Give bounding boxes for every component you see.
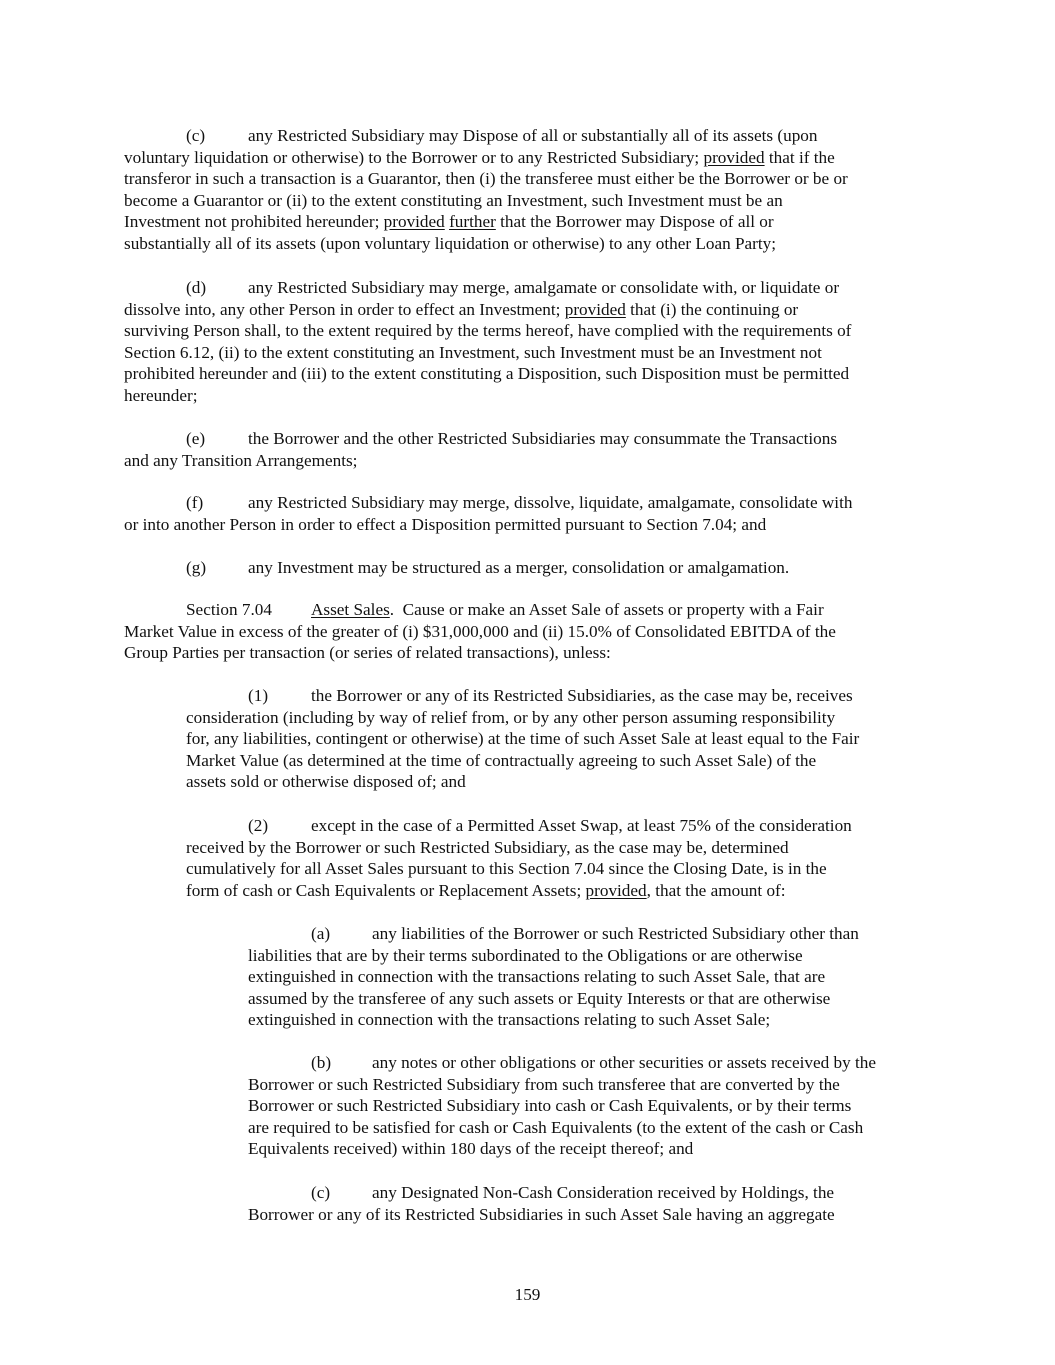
- text-line: [186, 557, 790, 579]
- text-line: [186, 858, 827, 880]
- text-run: . Cause or make an Asset Sale of assets or property with a Fair: [389, 600, 824, 619]
- text-run: extinguished in connection with the transactions relating to such Asset Sale, that are: [248, 967, 826, 987]
- text-run: assumed by the transferee of any such assets or Equity Interests or that are otherwise: [248, 988, 831, 1008]
- text-run: Borrower or any of its Restricted Subsidiaries in such Asset Sale having an aggregate: [248, 1204, 835, 1224]
- text-line: [186, 277, 840, 299]
- text-line: [248, 685, 853, 707]
- text-run: Borrower or such Restricted Subsidiary from such transferee that are converted by the: [248, 1074, 840, 1094]
- text-line: [124, 450, 357, 472]
- text-run: , that the amount of:: [646, 880, 786, 900]
- text-line: [248, 1138, 693, 1160]
- clause-label: (d): [186, 278, 207, 297]
- text-line: [124, 168, 848, 190]
- text-run: hereunder;: [124, 386, 198, 405]
- clause-text: [248, 492, 852, 514]
- clause-label: (a): [311, 924, 331, 943]
- text-line: [248, 1204, 835, 1226]
- clause-text: [311, 685, 853, 707]
- clause-text: [372, 923, 859, 945]
- text-run: consideration (including by way of relief from, or by any other person assuming responsibility: [186, 707, 836, 727]
- text-line: [186, 492, 853, 514]
- text-line: [124, 385, 197, 407]
- clause-label: Section 7.04: [186, 600, 272, 619]
- text-run: that (i) the continuing or: [625, 299, 799, 319]
- text-run: prohibited hereunder and (iii) to the extent constituting a Disposition, such Disposition must be permitted: [124, 364, 850, 384]
- text-line: [311, 1182, 835, 1204]
- text-run: Group Parties per transaction (or series of related transactions), unless:: [124, 643, 611, 663]
- clause-text: [248, 125, 818, 147]
- text-line: [186, 428, 838, 450]
- clause-label: (e): [186, 429, 206, 448]
- text-run: any Designated Non-Cash Consideration received by Holdings, the: [372, 1183, 835, 1202]
- text-run: Market Value in excess of the greater of (i) $31,000,000 and (ii) 15.0% of Consolidated EBITDA of the: [124, 621, 836, 641]
- text-run: extinguished in connection with the transactions relating to such Asset Sale;: [248, 1010, 771, 1030]
- text-run: become a Guarantor or (ii) to the extent constituting an Investment, such Investment must be an: [124, 190, 783, 210]
- text-run: that the Borrower may Dispose of all or: [495, 212, 774, 232]
- clause-label: (1): [248, 686, 269, 705]
- text-line: [124, 363, 849, 385]
- text-run: voluntary liquidation or otherwise) to the Borrower or to any Restricted Subsidiary;: [124, 147, 704, 167]
- text-run: any Investment may be structured as a merger, consolidation or amalgamation.: [248, 558, 790, 577]
- text-line: [186, 599, 824, 621]
- text-run: Investment not prohibited hereunder;: [124, 212, 384, 232]
- clause-label: (c): [311, 1183, 331, 1202]
- text-line: [124, 642, 611, 664]
- text-line: [124, 233, 776, 255]
- clause-text: [311, 815, 852, 837]
- text-line: [186, 125, 818, 147]
- clause-label: (g): [186, 558, 207, 577]
- underlined-term: Asset Sales: [311, 600, 390, 619]
- text-line: [248, 988, 830, 1010]
- text-run: Market Value (as determined at the time of contractually agreeing to such Asset Sale) of the: [186, 750, 817, 770]
- text-line: [186, 771, 466, 793]
- text-run: transferor in such a transaction is a Guarantor, then (i) the transferee must either be the Borrower or be or: [124, 169, 848, 189]
- text-line: [186, 750, 816, 772]
- text-run: the Borrower or any of its Restricted Subsidiaries, as the case may be, receives: [311, 686, 853, 705]
- underlined-term: provided: [383, 212, 445, 232]
- text-run: any liabilities of the Borrower or such Restricted Subsidiary other than: [372, 924, 859, 943]
- text-run: surviving Person shall, to the extent required by the terms hereof, have complied with the requirements of: [124, 321, 852, 341]
- text-run: substantially all of its assets (upon voluntary liquidation or otherwise) to any other Loan Party;: [124, 234, 777, 253]
- text-line: [124, 320, 851, 342]
- text-run: Equivalents received) within 180 days of the receipt thereof; and: [248, 1139, 694, 1159]
- text-line: [248, 815, 852, 837]
- clause-text: [311, 599, 824, 621]
- text-line: [124, 621, 836, 643]
- text-run: any Restricted Subsidiary may merge, dissolve, liquidate, amalgamate, consolidate with: [248, 493, 853, 512]
- text-line: [248, 1117, 863, 1139]
- text-run: are required to be satisfied for cash or Cash Equivalents (to the extent of the cash or Cash: [248, 1117, 864, 1137]
- clause-label: (b): [311, 1053, 332, 1072]
- text-line: [186, 728, 859, 750]
- text-run: liabilities that are by their terms subordinated to the Obligations or are otherwise: [248, 945, 803, 965]
- text-run: except in the case of a Permitted Asset Swap, at least 75% of the consideration: [311, 816, 852, 835]
- clause-text: [248, 557, 789, 579]
- text-run: form of cash or Cash Equivalents or Replacement Assets;: [186, 880, 586, 900]
- underlined-term: provided: [703, 147, 765, 167]
- text-line: [248, 945, 803, 967]
- clause-label: (f): [186, 493, 204, 512]
- text-run: any notes or other obligations or other securities or assets received by the: [372, 1053, 877, 1072]
- clause-text: [248, 277, 839, 299]
- text-line: [124, 211, 774, 233]
- clause-label: (c): [186, 126, 206, 145]
- text-run: that if the: [764, 147, 835, 167]
- text-line: [186, 837, 789, 859]
- clause-text: [372, 1052, 876, 1074]
- text-line: [124, 342, 822, 364]
- text-run: or into another Person in order to effect a Disposition permitted pursuant to Section 7.04; and: [124, 514, 767, 534]
- text-line: [124, 190, 783, 212]
- text-run: dissolve into, any other Person in order to effect an Investment;: [124, 299, 565, 319]
- text-run: any Restricted Subsidiary may Dispose of all or substantially all of its assets (upon: [248, 126, 818, 145]
- text-line: [248, 1074, 840, 1096]
- text-line: [124, 147, 835, 169]
- underlined-term: further: [449, 212, 496, 232]
- text-line: [248, 966, 825, 988]
- clause-text: [248, 428, 837, 450]
- text-run: and any Transition Arrangements;: [124, 450, 358, 470]
- text-run: Section 6.12, (ii) to the extent constituting an Investment, such Investment must be an Investment not: [124, 342, 822, 362]
- clause-text: [372, 1182, 834, 1204]
- page-number: 159: [514, 1285, 541, 1304]
- text-line: [186, 707, 835, 729]
- text-run: assets sold or otherwise disposed of; and: [186, 772, 466, 792]
- text-run: cumulatively for all Asset Sales pursuant to this Section 7.04 since the Closing Date, is in the: [186, 859, 827, 879]
- text-line: [124, 299, 798, 321]
- text-line: [124, 514, 766, 536]
- text-run: any Restricted Subsidiary may merge, amalgamate or consolidate with, or liquidate or: [248, 278, 840, 297]
- text-run: for, any liabilities, contingent or otherwise) at the time of such Asset Sale at least equal to the Fair: [186, 729, 860, 749]
- text-line: [248, 1095, 851, 1117]
- text-line: [186, 880, 786, 902]
- text-line: [311, 923, 859, 945]
- text-line: [248, 1009, 770, 1031]
- text-line: [311, 1052, 877, 1074]
- text-run: the Borrower and the other Restricted Subsidiaries may consummate the Transactions: [248, 429, 838, 448]
- text-run: received by the Borrower or such Restricted Subsidiary, as the case may be, determined: [186, 837, 789, 857]
- underlined-term: provided: [564, 299, 626, 319]
- underlined-term: provided: [585, 880, 647, 900]
- text-run: Borrower or such Restricted Subsidiary into cash or Cash Equivalents, or by their terms: [248, 1096, 852, 1116]
- clause-label: (2): [248, 816, 269, 835]
